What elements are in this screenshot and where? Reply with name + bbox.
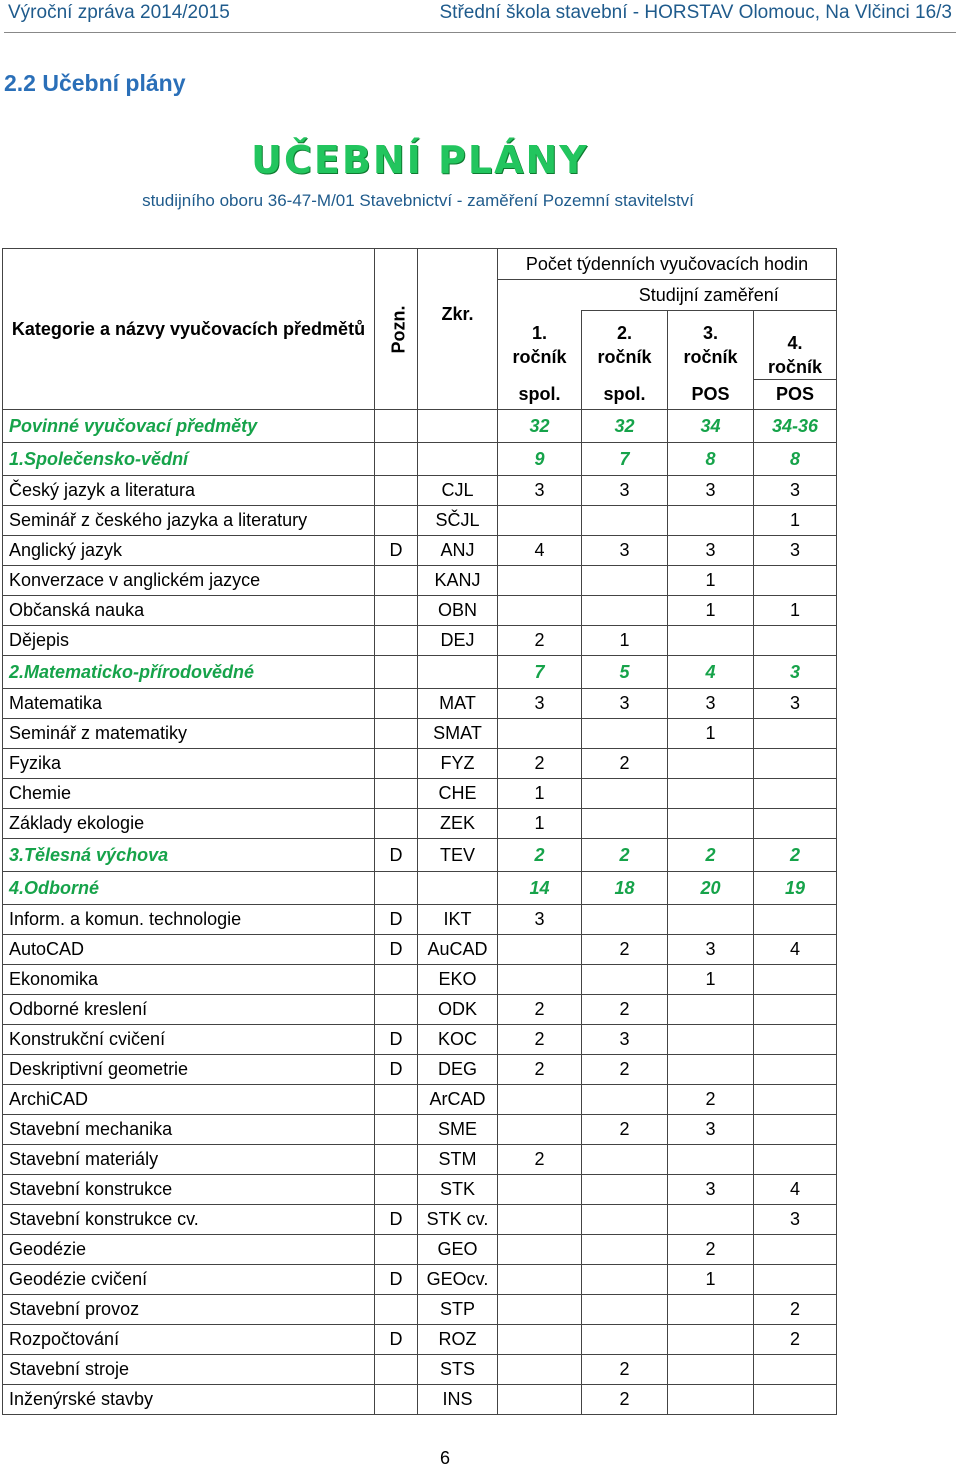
subject-name-cell: Deskriptivní geometrie — [3, 1055, 375, 1085]
year4-hours-cell: 3 — [754, 476, 837, 506]
note-cell — [375, 1145, 418, 1175]
year1-hours-cell: 32 — [498, 410, 582, 443]
note-cell: D — [375, 935, 418, 965]
year1-hours-cell — [498, 965, 582, 995]
subject-name-cell: 3.Tělesná výchova — [3, 839, 375, 872]
subject-name-cell: Stavební konstrukce cv. — [3, 1205, 375, 1235]
year4-hours-cell — [754, 749, 837, 779]
abbr-cell: DEG — [418, 1055, 498, 1085]
table-row — [3, 689, 837, 719]
table-row — [3, 965, 837, 995]
year3-hours-cell: 2 — [668, 839, 754, 872]
year4-hours-cell — [754, 809, 837, 839]
note-cell — [375, 809, 418, 839]
year1-hours-cell — [498, 1175, 582, 1205]
abbr-cell: IKT — [418, 905, 498, 935]
table-row — [3, 935, 837, 965]
year3-hours-cell: 1 — [668, 596, 754, 626]
year1-hours-cell — [498, 566, 582, 596]
year1-hours-cell: 2 — [498, 995, 582, 1025]
abbr-cell: ROZ — [418, 1325, 498, 1355]
year2-hours-cell: 2 — [582, 1115, 668, 1145]
abbr-cell: SČJL — [418, 506, 498, 536]
year1-hours-cell: 9 — [498, 443, 582, 476]
year4-hours-cell: 8 — [754, 443, 837, 476]
year1-hours-cell — [498, 719, 582, 749]
year3-hours-cell: 3 — [668, 476, 754, 506]
year3-hours-cell — [668, 809, 754, 839]
year4-hours-cell — [754, 1235, 837, 1265]
year2-hours-cell: 1 — [582, 626, 668, 656]
table-row — [3, 1085, 837, 1115]
year2-hours-cell — [582, 1085, 668, 1115]
abbr-cell — [418, 872, 498, 905]
subject-name-cell: Stavební mechanika — [3, 1115, 375, 1145]
subject-name-cell: Odborné kreslení — [3, 995, 375, 1025]
abbr-cell: GEO — [418, 1235, 498, 1265]
table-row — [3, 1235, 837, 1265]
year1-hours-cell — [498, 1085, 582, 1115]
abbr-cell: ANJ — [418, 536, 498, 566]
year2-hours-cell: 2 — [582, 1055, 668, 1085]
year3-hours-cell: 2 — [668, 1235, 754, 1265]
year1-hours-cell: 2 — [498, 1055, 582, 1085]
note-cell — [375, 1355, 418, 1385]
subject-name-cell: 1.Společensko-vědní — [3, 443, 375, 476]
note-cell — [375, 872, 418, 905]
note-cell: D — [375, 839, 418, 872]
year1-hours-cell — [498, 1115, 582, 1145]
table-row — [3, 1205, 837, 1235]
subject-name-cell: 4.Odborné — [3, 872, 375, 905]
year3-hours-cell — [668, 1025, 754, 1055]
year4-hours-cell — [754, 1355, 837, 1385]
note-cell — [375, 1235, 418, 1265]
abbr-cell: ZEK — [418, 809, 498, 839]
header-school-name: Střední škola stavební - HORSTAV Olomouc, Na Vlčinci 16/3 — [439, 2, 952, 23]
abbr-cell: STP — [418, 1295, 498, 1325]
year4-hours-cell — [754, 566, 837, 596]
year2-hours-cell: 2 — [582, 839, 668, 872]
year1-hours-cell: 3 — [498, 476, 582, 506]
year4-hours-cell — [754, 779, 837, 809]
subject-name-cell: Český jazyk a literatura — [3, 476, 375, 506]
year3-hours-cell — [668, 749, 754, 779]
note-cell — [375, 476, 418, 506]
year1-hours-cell: 1 — [498, 779, 582, 809]
year2-hours-cell — [582, 1145, 668, 1175]
abbr-cell: STK — [418, 1175, 498, 1205]
year2-hours-cell — [582, 1325, 668, 1355]
subject-name-cell: ArchiCAD — [3, 1085, 375, 1115]
year3-hours-cell: 1 — [668, 1265, 754, 1295]
table-row — [3, 1025, 837, 1055]
year1-hours-cell — [498, 506, 582, 536]
year3-hours-cell: 4 — [668, 656, 754, 689]
page-subtitle: studijního oboru 36-47-M/01 Stavebnictví - zaměření Pozemní stavitelství — [142, 191, 694, 210]
header-type2: spol. — [582, 380, 668, 410]
year2-hours-cell — [582, 1295, 668, 1325]
abbr-cell: STM — [418, 1145, 498, 1175]
year4-hours-cell — [754, 1085, 837, 1115]
year3-hours-cell — [668, 1295, 754, 1325]
year3-hours-cell — [668, 1325, 754, 1355]
year2-hours-cell: 3 — [582, 1025, 668, 1055]
section-heading: 2.2 Učební plány — [4, 70, 186, 96]
year2-hours-cell: 2 — [582, 995, 668, 1025]
year4-hours-cell — [754, 1055, 837, 1085]
year3-hours-cell — [668, 1205, 754, 1235]
abbr-cell: EKO — [418, 965, 498, 995]
year3-hours-cell: 34 — [668, 410, 754, 443]
year3-hours-cell: 3 — [668, 1115, 754, 1145]
header-spacer — [498, 280, 582, 311]
year4-hours-cell: 1 — [754, 506, 837, 536]
year4-hours-cell: 19 — [754, 872, 837, 905]
table-row — [3, 1265, 837, 1295]
note-cell — [375, 596, 418, 626]
year2-hours-cell: 7 — [582, 443, 668, 476]
year2-hours-cell: 5 — [582, 656, 668, 689]
header-type1: spol. — [498, 380, 582, 410]
year1-hours-cell — [498, 935, 582, 965]
year2-hours-cell — [582, 596, 668, 626]
year1-hours-cell: 3 — [498, 689, 582, 719]
year2-hours-cell — [582, 719, 668, 749]
year2-hours-cell — [582, 965, 668, 995]
year4-hours-cell — [754, 905, 837, 935]
subject-name-cell: Inform. a komun. technologie — [3, 905, 375, 935]
page-number: 6 — [439, 1448, 450, 1468]
abbr-cell: CHE — [418, 779, 498, 809]
note-cell — [375, 749, 418, 779]
header-year3: 3. ročník — [668, 311, 754, 380]
year1-hours-cell — [498, 1265, 582, 1295]
table-group-row — [3, 443, 837, 476]
table-row — [3, 1145, 837, 1175]
year4-hours-cell: 3 — [754, 1205, 837, 1235]
year3-hours-cell: 1 — [668, 719, 754, 749]
year2-hours-cell: 32 — [582, 410, 668, 443]
table-group-row — [3, 410, 837, 443]
abbr-cell — [418, 443, 498, 476]
subject-name-cell: Základy ekologie — [3, 809, 375, 839]
note-cell — [375, 410, 418, 443]
note-cell — [375, 779, 418, 809]
note-cell: D — [375, 1025, 418, 1055]
subject-name-cell: Fyzika — [3, 749, 375, 779]
year2-hours-cell — [582, 1205, 668, 1235]
year1-hours-cell — [498, 1295, 582, 1325]
abbr-cell: ODK — [418, 995, 498, 1025]
year2-hours-cell: 2 — [582, 935, 668, 965]
subject-name-cell: Geodézie — [3, 1235, 375, 1265]
year1-hours-cell: 14 — [498, 872, 582, 905]
year4-hours-cell: 3 — [754, 689, 837, 719]
header-report-title: Výroční zpráva 2014/2015 — [8, 2, 230, 23]
subject-name-cell: Dějepis — [3, 626, 375, 656]
subject-name-cell: AutoCAD — [3, 935, 375, 965]
header-type4: POS — [754, 380, 837, 410]
note-cell — [375, 719, 418, 749]
table-row — [3, 626, 837, 656]
table-row — [3, 476, 837, 506]
page-title: UČEBNÍ PLÁNY — [251, 138, 589, 182]
table-row — [3, 596, 837, 626]
year3-hours-cell — [668, 1145, 754, 1175]
year4-hours-cell — [754, 965, 837, 995]
subject-name-cell: Stavební stroje — [3, 1355, 375, 1385]
note-cell — [375, 689, 418, 719]
abbr-cell: SME — [418, 1115, 498, 1145]
year2-hours-cell: 2 — [582, 1385, 668, 1415]
year3-hours-cell — [668, 1055, 754, 1085]
year1-hours-cell — [498, 1205, 582, 1235]
abbr-cell: MAT — [418, 689, 498, 719]
subject-name-cell: Matematika — [3, 689, 375, 719]
year3-hours-cell — [668, 1385, 754, 1415]
table-group-row — [3, 839, 837, 872]
note-cell: D — [375, 1055, 418, 1085]
table-row — [3, 536, 837, 566]
table-group-row — [3, 656, 837, 689]
year1-hours-cell — [498, 1385, 582, 1415]
note-cell: D — [375, 1265, 418, 1295]
subject-name-cell: Konstrukční cvičení — [3, 1025, 375, 1055]
abbr-cell: ArCAD — [418, 1085, 498, 1115]
year1-hours-cell: 2 — [498, 839, 582, 872]
subject-name-cell: Rozpočtování — [3, 1325, 375, 1355]
year1-hours-cell — [498, 1355, 582, 1385]
note-cell — [375, 443, 418, 476]
year3-hours-cell — [668, 1355, 754, 1385]
abbr-cell: KOC — [418, 1025, 498, 1055]
year1-hours-cell: 2 — [498, 1025, 582, 1055]
year4-hours-cell: 3 — [754, 536, 837, 566]
abbr-cell: OBN — [418, 596, 498, 626]
year2-hours-cell — [582, 506, 668, 536]
table-row — [3, 995, 837, 1025]
abbr-cell: STK cv. — [418, 1205, 498, 1235]
note-cell: D — [375, 1325, 418, 1355]
year1-hours-cell: 4 — [498, 536, 582, 566]
header-category: Kategorie a názvy vyučovacích předmětů — [3, 249, 375, 410]
abbr-cell: STS — [418, 1355, 498, 1385]
subject-name-cell: Seminář z matematiky — [3, 719, 375, 749]
abbr-cell: GEOcv. — [418, 1265, 498, 1295]
year4-hours-cell: 2 — [754, 839, 837, 872]
year2-hours-cell — [582, 1265, 668, 1295]
subject-name-cell: Seminář z českého jazyka a literatury — [3, 506, 375, 536]
year3-hours-cell: 20 — [668, 872, 754, 905]
note-cell: D — [375, 536, 418, 566]
year2-hours-cell: 3 — [582, 689, 668, 719]
table-group-row — [3, 872, 837, 905]
abbr-cell: DEJ — [418, 626, 498, 656]
year4-hours-cell — [754, 626, 837, 656]
table-row — [3, 1295, 837, 1325]
note-cell — [375, 1175, 418, 1205]
note-cell — [375, 656, 418, 689]
year4-hours-cell — [754, 1025, 837, 1055]
header-focus: Studijní zaměření — [582, 280, 837, 311]
header-zkr: Zkr. — [418, 249, 498, 410]
year3-hours-cell: 1 — [668, 965, 754, 995]
year1-hours-cell — [498, 1235, 582, 1265]
table-row — [3, 719, 837, 749]
year2-hours-cell — [582, 1175, 668, 1205]
year4-hours-cell — [754, 719, 837, 749]
table-row — [3, 1355, 837, 1385]
year4-hours-cell: 2 — [754, 1295, 837, 1325]
year4-hours-cell — [754, 1145, 837, 1175]
year4-hours-cell — [754, 995, 837, 1025]
year1-hours-cell — [498, 596, 582, 626]
note-cell: D — [375, 905, 418, 935]
table-row — [3, 1055, 837, 1085]
subject-name-cell: Anglický jazyk — [3, 536, 375, 566]
table-row — [3, 1385, 837, 1415]
header-year1: 1. ročník — [498, 311, 582, 380]
header-year2: 2. ročník — [582, 311, 668, 380]
year2-hours-cell: 2 — [582, 1355, 668, 1385]
abbr-cell: FYZ — [418, 749, 498, 779]
year2-hours-cell — [582, 779, 668, 809]
subject-name-cell: Povinné vyučovací předměty — [3, 410, 375, 443]
note-cell — [375, 506, 418, 536]
year3-hours-cell: 3 — [668, 536, 754, 566]
year3-hours-cell: 3 — [668, 689, 754, 719]
year2-hours-cell — [582, 566, 668, 596]
table-row — [3, 809, 837, 839]
header-year4: 4. ročník — [754, 311, 837, 380]
year4-hours-cell: 3 — [754, 656, 837, 689]
note-cell — [375, 1295, 418, 1325]
year1-hours-cell: 2 — [498, 1145, 582, 1175]
year3-hours-cell: 3 — [668, 935, 754, 965]
subject-name-cell: 2.Matematicko-přírodovědné — [3, 656, 375, 689]
year1-hours-cell: 2 — [498, 749, 582, 779]
year4-hours-cell: 4 — [754, 935, 837, 965]
year1-hours-cell: 3 — [498, 905, 582, 935]
abbr-cell: SMAT — [418, 719, 498, 749]
table-row — [3, 1115, 837, 1145]
year2-hours-cell — [582, 905, 668, 935]
abbr-cell: TEV — [418, 839, 498, 872]
subject-name-cell: Chemie — [3, 779, 375, 809]
year3-hours-cell: 1 — [668, 566, 754, 596]
year3-hours-cell — [668, 995, 754, 1025]
year1-hours-cell — [498, 1325, 582, 1355]
table-row — [3, 566, 837, 596]
year2-hours-cell — [582, 809, 668, 839]
year4-hours-cell: 34-36 — [754, 410, 837, 443]
note-cell — [375, 1085, 418, 1115]
year3-hours-cell: 3 — [668, 1175, 754, 1205]
subject-name-cell: Konverzace v anglickém jazyce — [3, 566, 375, 596]
note-cell: D — [375, 1205, 418, 1235]
year3-hours-cell — [668, 779, 754, 809]
year3-hours-cell — [668, 626, 754, 656]
subject-name-cell: Stavební materiály — [3, 1145, 375, 1175]
curriculum-table — [2, 248, 837, 1415]
abbr-cell — [418, 410, 498, 443]
year4-hours-cell: 4 — [754, 1175, 837, 1205]
note-cell — [375, 626, 418, 656]
table-row — [3, 905, 837, 935]
year3-hours-cell: 2 — [668, 1085, 754, 1115]
table-row — [3, 506, 837, 536]
year1-hours-cell: 1 — [498, 809, 582, 839]
header-weekly-hours: Počet týdenních vyučovacích hodin — [498, 249, 837, 280]
year1-hours-cell: 7 — [498, 656, 582, 689]
header-pozn: Pozn. — [375, 249, 418, 410]
abbr-cell: CJL — [418, 476, 498, 506]
year3-hours-cell — [668, 506, 754, 536]
table-row — [3, 1325, 837, 1355]
note-cell — [375, 1115, 418, 1145]
year2-hours-cell: 3 — [582, 476, 668, 506]
subject-name-cell: Občanská nauka — [3, 596, 375, 626]
note-cell — [375, 965, 418, 995]
year3-hours-cell — [668, 905, 754, 935]
table-row — [3, 779, 837, 809]
year1-hours-cell: 2 — [498, 626, 582, 656]
table-row — [3, 1175, 837, 1205]
year2-hours-cell: 18 — [582, 872, 668, 905]
year2-hours-cell: 3 — [582, 536, 668, 566]
abbr-cell — [418, 656, 498, 689]
subject-name-cell: Stavební konstrukce — [3, 1175, 375, 1205]
subject-name-cell: Ekonomika — [3, 965, 375, 995]
year4-hours-cell: 2 — [754, 1325, 837, 1355]
abbr-cell: KANJ — [418, 566, 498, 596]
table-row — [3, 749, 837, 779]
year2-hours-cell: 2 — [582, 749, 668, 779]
subject-name-cell: Inženýrské stavby — [3, 1385, 375, 1415]
note-cell — [375, 1385, 418, 1415]
year3-hours-cell: 8 — [668, 443, 754, 476]
header-type3: POS — [668, 380, 754, 410]
abbr-cell: AuCAD — [418, 935, 498, 965]
year4-hours-cell: 1 — [754, 596, 837, 626]
note-cell — [375, 566, 418, 596]
subject-name-cell: Stavební provoz — [3, 1295, 375, 1325]
header-divider — [4, 32, 956, 33]
note-cell — [375, 995, 418, 1025]
year2-hours-cell — [582, 1235, 668, 1265]
year4-hours-cell — [754, 1265, 837, 1295]
year4-hours-cell — [754, 1385, 837, 1415]
abbr-cell: INS — [418, 1385, 498, 1415]
year4-hours-cell — [754, 1115, 837, 1145]
subject-name-cell: Geodézie cvičení — [3, 1265, 375, 1295]
